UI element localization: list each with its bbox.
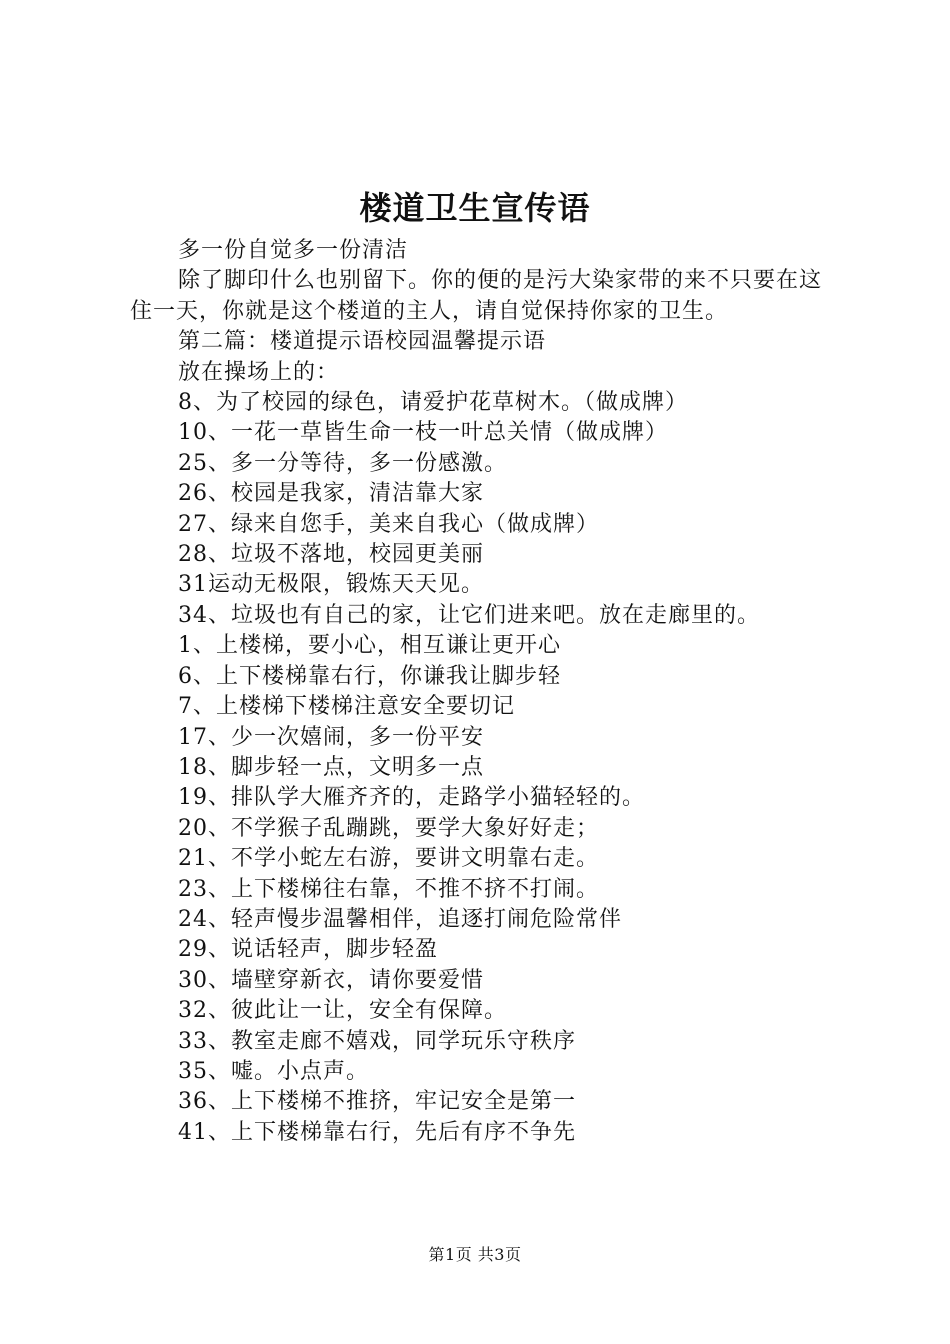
list-item: 36、上下楼梯不推挤，牢记安全是第一 [178,1089,576,1115]
list-item: 10、一花一草皆生命一枝一叶总关情（做成牌） [178,420,668,446]
paragraph: 放在操场上的： [178,359,340,385]
list-item: 18、脚步轻一点，文明多一点 [178,754,484,780]
list-item: 32、彼此让一让，安全有保障。 [178,998,507,1024]
page-footer: 第1页 共3页 [428,1245,522,1264]
list-item: 35、嘘。小点声。 [178,1058,369,1084]
list-item: 25、多一分等待，多一份感激。 [178,450,507,476]
list-item: 17、少一次嬉闹，多一份平安 [178,724,484,750]
list-item: 7、上楼梯下楼梯注意安全要切记 [178,694,515,720]
list-item: 6、上下楼梯靠右行，你谦我让脚步轻 [178,663,561,689]
section-heading: 第二篇：楼道提示语校园温馨提示语 [178,329,547,355]
paragraph: 除了脚印什么也别留下。你的便的是污大染家带的来不只要在这住一天，你就是这个楼道的主人，请自觉保持你家的卫生。 [130,268,823,324]
list-item: 28、垃圾不落地，校园更美丽 [178,542,484,568]
list-item: 23、上下楼梯往右靠，不推不挤不打闹。 [178,876,599,902]
list-item: 41、上下楼梯靠右行，先后有序不争先 [178,1119,576,1145]
list-item: 24、轻声慢步温馨相伴，追逐打闹危险常伴 [178,906,622,932]
list-item: 31运动无极限，锻炼天天见。 [178,572,484,598]
list-item: 34、垃圾也有自己的家，让它们进来吧。放在走廊里的。 [178,602,760,628]
list-item: 29、说话轻声，脚步轻盈 [178,937,438,963]
document-title: 楼道卫生宣传语 [359,189,591,227]
list-item: 8、为了校园的绿色，请爱护花草树木。（做成牌） [178,390,688,416]
list-item: 20、不学猴子乱蹦跳，要学大象好好走； [178,815,599,841]
list-item: 19、排队学大雁齐齐的，走路学小猫轻轻的。 [178,785,645,811]
list-item: 26、校园是我家，清洁靠大家 [178,481,484,507]
list-item: 1、上楼梯，要小心，相互谦让更开心 [178,633,561,659]
document-body [130,236,830,1148]
list-item: 27、绿来自您手，美来自我心（做成牌） [178,511,599,537]
paragraph: 多一份自觉多一份清洁 [178,238,409,263]
list-item: 30、墙壁穿新衣，请你要爱惜 [178,967,484,993]
list-item: 21、不学小蛇左右游，要讲文明靠右走。 [178,846,599,872]
list-item: 33、教室走廊不嬉戏，同学玩乐守秩序 [178,1028,576,1054]
